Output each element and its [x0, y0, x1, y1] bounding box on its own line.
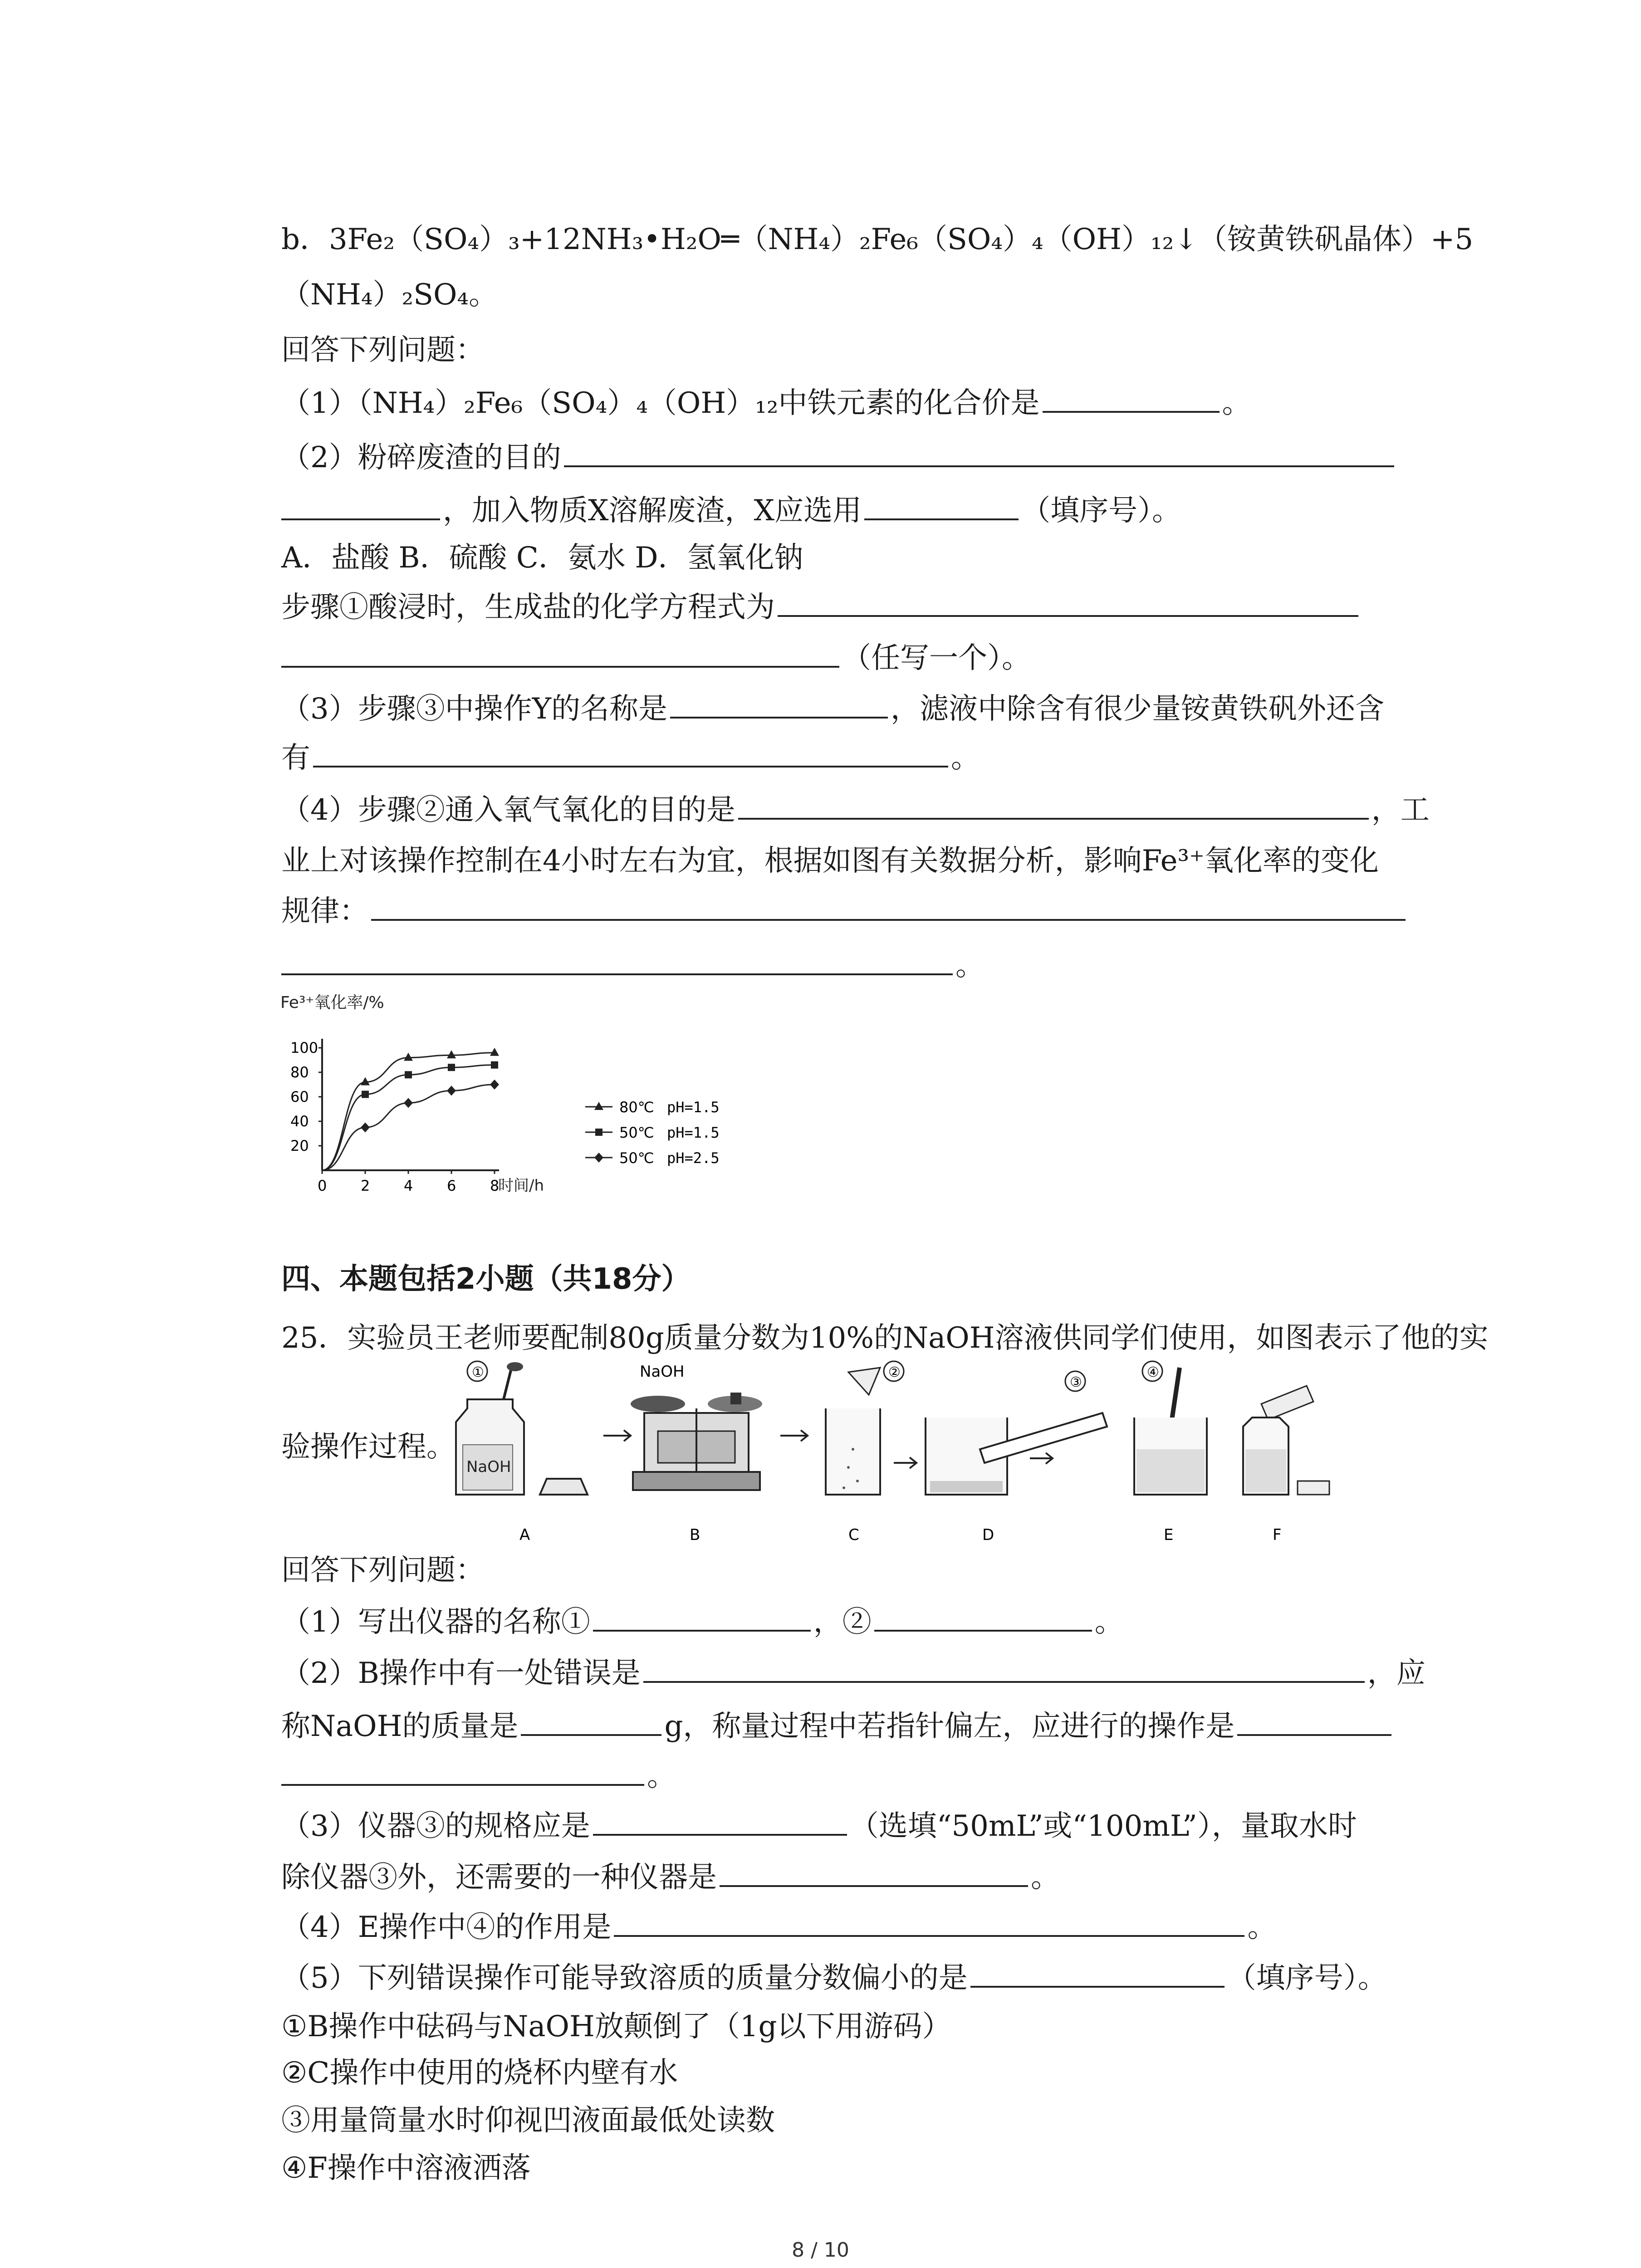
- q25-part2b: [281, 1703, 1443, 1749]
- q25-item-2: ②C操作中使用的烧杯内壁有水: [281, 2056, 678, 2090]
- data-point-series-1: [404, 1053, 413, 1061]
- y-tick-label: 60: [290, 1088, 309, 1105]
- legend-temp: 50℃: [619, 1124, 654, 1141]
- q25-part4: [281, 1904, 1443, 1950]
- q25-part4-text: （4）E操作中④的作用是: [281, 1911, 612, 1944]
- q25-part3a-text: （3）仪器③的规格应是: [281, 1809, 590, 1843]
- legend-ph: pH=2.5: [667, 1149, 720, 1167]
- answer-blank[interactable]: [593, 1803, 847, 1836]
- oxidation-rate-chart: [277, 989, 776, 1216]
- figure-b-balance: [631, 1363, 762, 1490]
- q24-part3a-end: ，滤液中除含有很少量铵黄铁矾外还含: [890, 692, 1384, 726]
- q24-part1: [281, 380, 1443, 426]
- legend-marker: [595, 1129, 603, 1136]
- chart-y-axis-label: Fe³⁺氧化率/%: [280, 993, 384, 1012]
- q25-part3b-text: 除仪器③外，还需要的一种仪器是: [281, 1861, 717, 1894]
- x-tick-label: 4: [404, 1177, 413, 1194]
- q25-part1: [281, 1599, 1443, 1645]
- data-point-series-3: [447, 1086, 456, 1096]
- punct: 。: [951, 741, 980, 775]
- data-point-series-3: [490, 1080, 499, 1090]
- q25-part2a: [281, 1650, 1443, 1696]
- data-point-series-2: [405, 1071, 412, 1078]
- scale-label: NaOH: [640, 1363, 685, 1381]
- legend-temp: 80℃: [619, 1099, 654, 1116]
- figure-label-a: A: [519, 1526, 530, 1544]
- q24-part4c: [281, 888, 1443, 934]
- legend-marker: [594, 1153, 603, 1163]
- q25-part3a: [281, 1803, 1443, 1849]
- answer-blank[interactable]: [593, 1599, 811, 1632]
- series-line-1: [322, 1053, 495, 1170]
- q24-part4a-text: （4）步骤②通入氧气氧化的目的是: [281, 793, 735, 827]
- answer-blank[interactable]: [864, 488, 1019, 520]
- any-one-hint: （任写一个）。: [842, 641, 1031, 675]
- x-tick-label: 0: [318, 1177, 327, 1194]
- answer-blank[interactable]: [281, 635, 839, 668]
- legend-marker: [594, 1102, 603, 1110]
- answer-blank[interactable]: [521, 1703, 661, 1736]
- q24-part2c: [281, 584, 1443, 630]
- q24-intro: 回答下列问题：: [281, 333, 485, 367]
- punct: 。: [1031, 1861, 1060, 1894]
- answer-blank[interactable]: [738, 787, 1369, 820]
- q25-part2a-end: ，应: [1367, 1657, 1425, 1690]
- answer-blank[interactable]: [564, 435, 1394, 467]
- q24-part4d: [281, 943, 1443, 988]
- marker-1-label: ①: [472, 1364, 484, 1380]
- q25-part2c: [281, 1753, 1443, 1799]
- section4-title: 四、本题包括2小题（共18分）: [281, 1262, 691, 1296]
- q24-part3a: [281, 686, 1443, 732]
- answer-blank[interactable]: [281, 943, 953, 975]
- marker-2-label: ②: [888, 1364, 901, 1380]
- data-point-series-1: [361, 1077, 370, 1085]
- series-line-3: [322, 1085, 495, 1170]
- reaction-b-line1: b．3Fe₂（SO₄）₃+12NH₃•H₂O═（NH₄）₂Fe₆（SO₄）₄（OH）₁₂↓（铵黄铁矾晶体）+5: [281, 223, 1474, 256]
- answer-blank[interactable]: [670, 686, 888, 719]
- figure-d-cylinder: [926, 1371, 1107, 1495]
- q24-part3a-text: （3）步骤③中操作Y的名称是: [281, 692, 667, 726]
- page-number: 8 / 10: [792, 2239, 849, 2262]
- figure-c-beaker: [826, 1361, 904, 1495]
- q24-options: A．盐酸 B．硫酸 C．氨水 D．氢氧化钠: [281, 541, 803, 575]
- data-point-series-2: [362, 1091, 369, 1098]
- q25-part5-text: （5）下列错误操作可能导致溶质的质量分数偏小的是: [281, 1961, 968, 1995]
- chart-x-axis-label: 时间/h: [498, 1177, 544, 1195]
- q25-item-3: ③用量筒量水时仰视凹液面最低处读数: [281, 2104, 775, 2137]
- data-point-series-1: [490, 1048, 499, 1056]
- q25-item-1: ①B操作中砝码与NaOH放颠倒了（1g以下用游码）: [281, 2010, 951, 2043]
- q24-part4a: [281, 787, 1443, 833]
- answer-blank[interactable]: [874, 1599, 1092, 1632]
- answer-blank[interactable]: [720, 1854, 1028, 1887]
- answer-blank[interactable]: [313, 735, 948, 767]
- q25-part1b-text: ，②: [813, 1605, 872, 1639]
- punct: 。: [647, 1760, 676, 1793]
- fill-number-hint: （填序号）。: [1227, 1961, 1387, 1995]
- x-tick-label: 8: [490, 1177, 500, 1194]
- figure-label-c: C: [848, 1526, 859, 1544]
- q25-part2a-text: （2）B操作中有一处错误是: [281, 1657, 641, 1690]
- answer-blank[interactable]: [778, 584, 1358, 617]
- x-tick-label: 6: [447, 1177, 456, 1194]
- q24-part2a: [281, 435, 1443, 480]
- figure-label-d: D: [982, 1526, 994, 1544]
- experiment-figure: [445, 1359, 1352, 1549]
- answer-blank[interactable]: [643, 1650, 1365, 1683]
- answer-blank[interactable]: [1237, 1703, 1391, 1736]
- y-tick-label: 20: [290, 1137, 309, 1154]
- y-tick-label: 100: [290, 1039, 318, 1056]
- bottle-label: NaOH: [466, 1458, 511, 1476]
- marker-4-label: ④: [1147, 1364, 1159, 1380]
- legend-temp: 50℃: [619, 1149, 654, 1167]
- data-point-series-2: [448, 1064, 455, 1071]
- figure-e-stirring: [1134, 1361, 1207, 1495]
- marker-3-label: ③: [1070, 1374, 1082, 1390]
- q25-stem2: 验操作过程。: [281, 1430, 456, 1464]
- q25-part2b-mid: g，称量过程中若指针偏左，应进行的操作是: [664, 1710, 1235, 1743]
- q25-part5: [281, 1955, 1443, 2001]
- q25-stem1: 25．实验员王老师要配制80g质量分数为10%的NaOH溶液供同学们使用，如图表示了他的实: [281, 1321, 1489, 1355]
- q24-part2d: [281, 635, 1443, 681]
- reaction-b-line2: （NH₄）₂SO₄。: [281, 278, 498, 312]
- punct: 。: [1247, 1911, 1277, 1944]
- answer-blank[interactable]: [371, 888, 1406, 921]
- q25-intro: 回答下列问题：: [281, 1554, 485, 1587]
- data-point-series-3: [404, 1098, 413, 1108]
- q24-part4a-end: ，工: [1371, 793, 1430, 827]
- y-tick-label: 40: [290, 1113, 309, 1130]
- q24-part2b-text: ，加入物质X溶解废渣，X应选用: [443, 494, 862, 528]
- figure-label-e: E: [1164, 1526, 1174, 1544]
- q25-part1a-text: （1）写出仪器的名称①: [281, 1605, 590, 1639]
- punct: 。: [1094, 1605, 1124, 1639]
- q24-part1-text: （1）（NH₄）₂Fe₆（SO₄）₄（OH）₁₂中铁元素的化合价是: [281, 386, 1040, 420]
- figure-a-bottle: [456, 1361, 588, 1495]
- fill-number-hint: （填序号）。: [1021, 494, 1181, 528]
- punct: 。: [955, 949, 985, 982]
- q25-item-4: ④F操作中溶液洒落: [281, 2151, 531, 2185]
- answer-blank[interactable]: [281, 1753, 644, 1786]
- punct: 。: [1222, 386, 1251, 420]
- series-line-2: [322, 1065, 495, 1170]
- figure-label-f: F: [1273, 1526, 1282, 1544]
- q25-part3b: [281, 1854, 1443, 1900]
- data-point-series-3: [361, 1123, 370, 1133]
- answer-blank[interactable]: [970, 1955, 1225, 1988]
- y-tick-label: 80: [290, 1064, 309, 1081]
- figure-label-b: B: [690, 1526, 700, 1544]
- q24-part2a-text: （2）粉碎废渣的目的: [281, 441, 561, 474]
- q24-part4c-text: 规律：: [281, 894, 368, 928]
- answer-blank[interactable]: [281, 488, 440, 520]
- q24-part2c-text: 步骤①酸浸时，生成盐的化学方程式为: [281, 591, 775, 624]
- q24-part3b: [281, 735, 1443, 781]
- figure-f-bottle: [1243, 1386, 1329, 1495]
- answer-blank[interactable]: [1043, 380, 1220, 413]
- answer-blank[interactable]: [614, 1904, 1244, 1937]
- q24-part4b: 业上对该操作控制在4小时左右为宜，根据如图有关数据分析，影响Fe³⁺氧化率的变化: [281, 844, 1379, 878]
- x-tick-label: 2: [361, 1177, 370, 1194]
- data-point-series-2: [491, 1061, 498, 1069]
- data-point-series-1: [447, 1050, 456, 1058]
- q25-part2b-text: 称NaOH的质量是: [281, 1710, 519, 1743]
- legend-ph: pH=1.5: [667, 1099, 720, 1116]
- q24-part3b-start: 有: [281, 741, 310, 775]
- q24-part2b: [281, 488, 1443, 533]
- legend-ph: pH=1.5: [667, 1124, 720, 1141]
- q25-part3a-end: （选填“50mL”或“100mL”），量取水时: [849, 1809, 1357, 1843]
